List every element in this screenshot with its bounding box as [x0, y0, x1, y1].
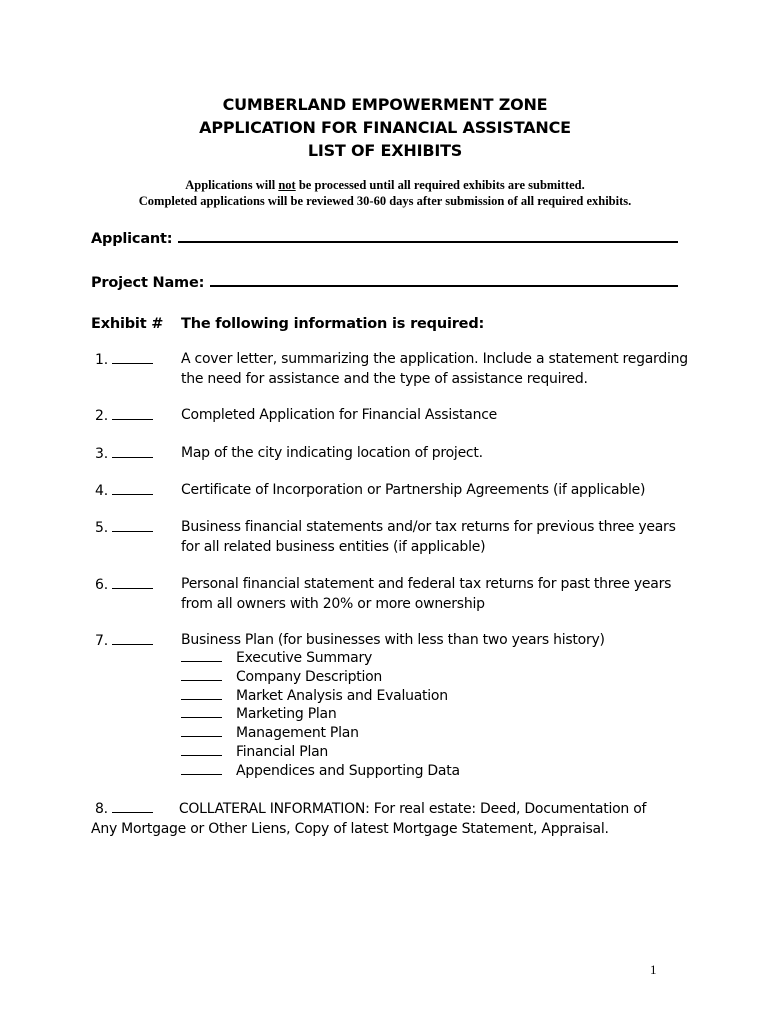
exhibit-number: 4. [95, 483, 153, 499]
title-line-3: LIST OF EXHIBITS [307, 141, 463, 160]
page-number: 1 [650, 962, 657, 977]
required-info-header: The following information is required: [181, 316, 485, 332]
business-plan-item: Financial Plan [181, 744, 328, 760]
exhibit-check-blank[interactable] [112, 408, 153, 420]
notice-line-2: Completed applications will be reviewed 30-60 days after submission of all required exhibits. [138, 194, 632, 208]
exhibit-number: 1. [95, 352, 153, 368]
plan-check-blank[interactable] [181, 763, 222, 775]
exhibit-number: 6. [95, 577, 153, 593]
exhibit-check-blank[interactable] [112, 446, 153, 458]
project-name-field [91, 273, 678, 291]
exhibit-check-blank[interactable] [112, 633, 153, 645]
collateral-section: 8. COLLATERAL INFORMATION: For real estate: Deed, Documentation of Any Mortgage or Other Liens, Copy of latest Mortgage Statement, Appraisal. [91, 801, 647, 837]
business-plan-item: Management Plan [181, 725, 359, 741]
applicant-field [91, 229, 678, 247]
exhibit-number: 3. [95, 446, 153, 462]
plan-check-blank[interactable] [181, 725, 222, 737]
exhibit-check-blank[interactable] [112, 483, 153, 495]
exhibit-check-blank[interactable] [112, 801, 153, 813]
exhibit-description: Personal financial statement and federal tax returns for past three years from all owners with 20% or more ownership [181, 576, 672, 612]
exhibit-check-blank[interactable] [112, 352, 153, 364]
project-name-blank[interactable] [210, 273, 678, 287]
exhibit-check-blank[interactable] [112, 577, 153, 589]
title-line-1: CUMBERLAND EMPOWERMENT ZONE [222, 95, 548, 114]
business-plan-item: Executive Summary [181, 650, 372, 666]
notice-line-1: Applications will not be processed until all required exhibits are submitted. [185, 178, 585, 192]
plan-check-blank[interactable] [181, 669, 222, 681]
exhibit-number: 2. [95, 408, 153, 424]
business-plan-item: Marketing Plan [181, 706, 337, 722]
business-plan-item: Appendices and Supporting Data [181, 763, 460, 779]
exhibit-check-blank[interactable] [112, 520, 153, 532]
plan-check-blank[interactable] [181, 706, 222, 718]
business-plan-item: Company Description [181, 669, 382, 685]
exhibit-description: Business Plan (for businesses with less than two years history) [181, 632, 605, 648]
plan-check-blank[interactable] [181, 688, 222, 700]
applicant-blank[interactable] [178, 229, 678, 243]
applicant-label: Applicant: [91, 231, 173, 247]
plan-check-blank[interactable] [181, 744, 222, 756]
notice-emphasis: not [278, 178, 296, 192]
exhibit-column-header: Exhibit # [91, 316, 164, 332]
plan-check-blank[interactable] [181, 650, 222, 662]
exhibit-number: 5. [95, 520, 153, 536]
exhibit-description: Completed Application for Financial Assistance [181, 407, 498, 423]
exhibit-description: Map of the city indicating location of project. [181, 445, 483, 461]
business-plan-item: Market Analysis and Evaluation [181, 688, 448, 704]
title-line-2: APPLICATION FOR FINANCIAL ASSISTANCE [199, 118, 571, 137]
exhibit-description: Certificate of Incorporation or Partnership Agreements (if applicable) [181, 482, 646, 498]
exhibit-description: Business financial statements and/or tax returns for previous three years for all related business entities (if applicable) [181, 519, 676, 555]
project-name-label: Project Name: [91, 275, 205, 291]
exhibit-description: A cover letter, summarizing the application. Include a statement regarding the need for assistance and the type of assistance required. [181, 351, 688, 387]
exhibit-number: 7. [95, 633, 153, 649]
